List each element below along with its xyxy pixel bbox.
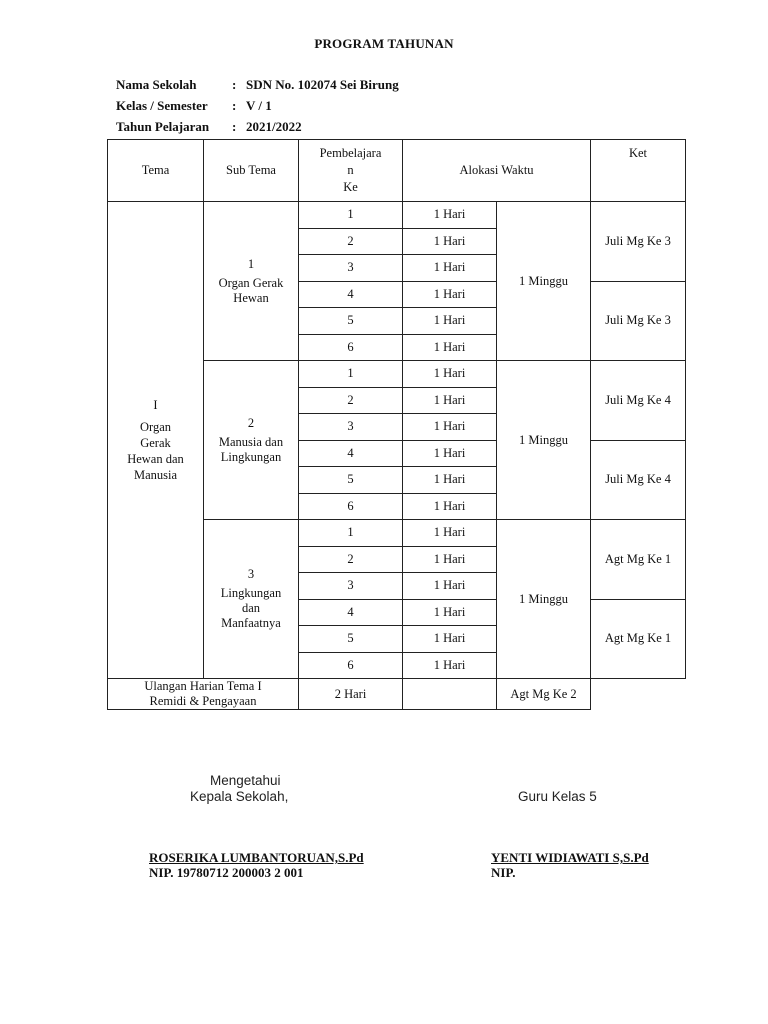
alokasi-hari-cell: 1 Hari <box>403 414 497 441</box>
sub-tema-name-line: dan <box>241 601 261 615</box>
header-pembelajaran-line3: Ke <box>343 180 358 194</box>
pembelajaran-ke-cell: 6 <box>299 493 403 520</box>
alokasi-hari-cell: 1 Hari <box>403 228 497 255</box>
alokasi-hari-cell: 1 Hari <box>403 281 497 308</box>
info-value: V / 1 <box>246 98 272 113</box>
ket-cell: Agt Mg Ke 1 <box>591 599 686 679</box>
pembelajaran-ke-cell: 6 <box>299 652 403 679</box>
info-label: Tahun Pelajaran <box>116 119 210 134</box>
info-academic-year <box>116 119 302 135</box>
alokasi-hari-cell: 1 Hari <box>403 308 497 335</box>
sub-tema-cell <box>204 361 299 520</box>
pembelajaran-ke-cell: 1 <box>299 202 403 229</box>
info-colon: : <box>232 98 237 113</box>
ulangan-label-line1: Ulangan Harian Tema I <box>144 679 262 693</box>
info-school-name <box>116 77 399 93</box>
sub-tema-number: 3 <box>247 567 255 581</box>
ulangan-hari-cell: 2 Hari <box>299 679 403 710</box>
info-class-semester <box>116 98 272 114</box>
header-sub-tema: Sub Tema <box>204 140 299 202</box>
sub-tema-name-line: Hewan <box>233 290 269 305</box>
ket-cell: Juli Mg Ke 3 <box>591 202 686 282</box>
sub-tema-name-line: Lingkungan <box>220 586 282 600</box>
alokasi-hari-cell: 1 Hari <box>403 387 497 414</box>
info-colon: : <box>232 119 237 134</box>
pembelajaran-ke-cell: 3 <box>299 573 403 600</box>
alokasi-minggu-cell: 1 Minggu <box>497 361 591 520</box>
sub-tema-number: 2 <box>247 415 255 430</box>
header-pembelajaran-line1: Pembelajara <box>319 146 382 160</box>
table-header-row <box>108 140 686 202</box>
ket-cell: Juli Mg Ke 4 <box>591 361 686 441</box>
tema-name-line: Organ <box>139 420 171 434</box>
sub-tema-cell <box>204 202 299 361</box>
sub-tema-name-line: Lingkungan <box>220 449 282 464</box>
document-title: PROGRAM TAHUNAN <box>314 36 454 51</box>
sign-kepala-sekolah: Kepala Sekolah, <box>190 789 289 804</box>
table-row <box>108 202 686 229</box>
teacher-nip: NIP. <box>491 865 516 880</box>
tema-name-line: Manusia <box>133 468 178 482</box>
alokasi-hari-cell: 1 Hari <box>403 626 497 653</box>
ket-cell: Juli Mg Ke 3 <box>591 281 686 361</box>
alokasi-hari-cell: 1 Hari <box>403 467 497 494</box>
header-alokasi-waktu: Alokasi Waktu <box>403 140 591 202</box>
header-ket: Ket <box>591 140 686 202</box>
pembelajaran-ke-cell: 4 <box>299 440 403 467</box>
sub-tema-cell <box>204 520 299 679</box>
pembelajaran-ke-cell: 4 <box>299 599 403 626</box>
alokasi-minggu-cell: 1 Minggu <box>497 202 591 361</box>
alokasi-hari-cell: 1 Hari <box>403 334 497 361</box>
pembelajaran-ke-cell: 5 <box>299 467 403 494</box>
pembelajaran-ke-cell: 2 <box>299 387 403 414</box>
alokasi-hari-cell: 1 Hari <box>403 202 497 229</box>
sub-tema-name-line: Manusia dan <box>218 434 284 449</box>
pembelajaran-ke-cell: 5 <box>299 626 403 653</box>
pembelajaran-ke-cell: 3 <box>299 255 403 282</box>
ulangan-ket-cell: Agt Mg Ke 2 <box>497 679 591 710</box>
alokasi-hari-cell: 1 Hari <box>403 573 497 600</box>
header-tema: Tema <box>108 140 204 202</box>
header-pembelajaran-line2: n <box>347 163 354 177</box>
info-value: SDN No. 102074 Sei Birung <box>246 77 399 92</box>
table-footer-row <box>108 679 686 710</box>
alokasi-hari-cell: 1 Hari <box>403 546 497 573</box>
ulangan-label-line2: Remidi & Pengayaan <box>149 694 257 708</box>
info-colon: : <box>232 77 237 92</box>
ulangan-minggu-cell <box>403 679 497 710</box>
program-table <box>107 139 686 710</box>
sub-tema-number: 1 <box>247 256 255 271</box>
alokasi-hari-cell: 1 Hari <box>403 255 497 282</box>
ket-cell: Juli Mg Ke 4 <box>591 440 686 520</box>
sign-guru-kelas: Guru Kelas 5 <box>518 789 597 804</box>
alokasi-hari-cell: 1 Hari <box>403 520 497 547</box>
pembelajaran-ke-cell: 3 <box>299 414 403 441</box>
alokasi-hari-cell: 1 Hari <box>403 440 497 467</box>
alokasi-hari-cell: 1 Hari <box>403 361 497 388</box>
info-label: Kelas / Semester <box>116 98 208 113</box>
pembelajaran-ke-cell: 6 <box>299 334 403 361</box>
ulangan-label-cell <box>108 679 299 710</box>
teacher-name: YENTI WIDIAWATI S,S.Pd <box>491 850 649 865</box>
sign-mengetahui: Mengetahui <box>210 773 281 788</box>
alokasi-hari-cell: 1 Hari <box>403 652 497 679</box>
pembelajaran-ke-cell: 4 <box>299 281 403 308</box>
sub-tema-name-line: Manfaatnya <box>221 616 281 630</box>
headmaster-nip: NIP. 19780712 200003 2 001 <box>149 865 304 880</box>
headmaster-name: ROSERIKA LUMBANTORUAN,S.Pd <box>149 850 364 865</box>
info-label: Nama Sekolah <box>116 77 197 92</box>
tema-name-line: Gerak <box>140 436 171 450</box>
pembelajaran-ke-cell: 5 <box>299 308 403 335</box>
sub-tema-name-line: Organ Gerak <box>218 275 284 290</box>
tema-number: I <box>153 398 158 412</box>
header-pembelajaran <box>299 140 403 202</box>
alokasi-minggu-cell: 1 Minggu <box>497 520 591 679</box>
alokasi-hari-cell: 1 Hari <box>403 493 497 520</box>
ket-cell: Agt Mg Ke 1 <box>591 520 686 600</box>
pembelajaran-ke-cell: 1 <box>299 520 403 547</box>
pembelajaran-ke-cell: 2 <box>299 546 403 573</box>
pembelajaran-ke-cell: 1 <box>299 361 403 388</box>
pembelajaran-ke-cell: 2 <box>299 228 403 255</box>
info-value: 2021/2022 <box>246 119 302 134</box>
alokasi-hari-cell: 1 Hari <box>403 599 497 626</box>
tema-cell <box>108 202 204 679</box>
tema-name-line: Hewan dan <box>127 452 184 466</box>
